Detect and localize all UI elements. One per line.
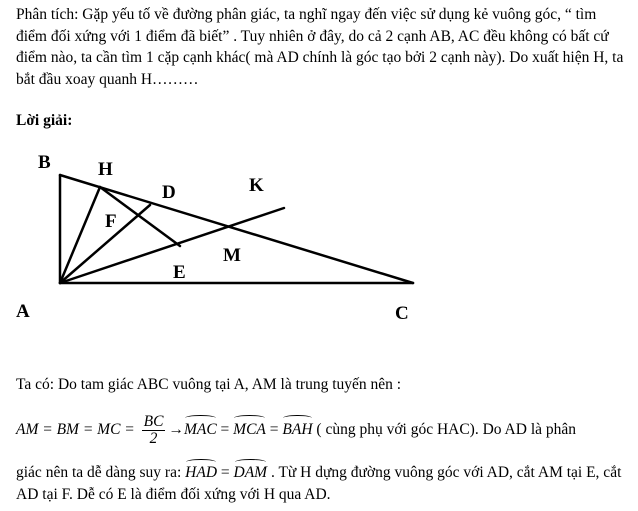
angle-HAD: HAD [185, 458, 217, 484]
label-A: A [16, 301, 30, 322]
solution-line-2 [16, 414, 628, 447]
geometry-figure [0, 140, 638, 330]
implies-arrow: → [168, 421, 184, 439]
label-F: F [105, 211, 117, 232]
label-D: D [162, 182, 176, 203]
line-3-start: giác nên ta dễ dàng suy ra: [16, 464, 186, 481]
label-H: H [98, 159, 113, 180]
label-K: K [249, 175, 264, 196]
equals-sign-1: = [220, 421, 230, 439]
angle-MCA: MCA [233, 414, 266, 442]
line-3-rest: . Từ H dựng đường vuông góc với AD, cắt AM tại E, cắt AD tại F. Dễ có E là điểm đối xứng với H qua AD. [16, 464, 622, 503]
fraction-bc-over-2 [142, 414, 166, 447]
segment-AH [60, 187, 100, 283]
equation-lhs: AM = BM = MC = [16, 421, 135, 439]
solution-line-3 [16, 458, 628, 506]
solution-line-1: Ta có: Do tam giác ABC vuông tại A, AM là trung tuyến nên : [16, 376, 402, 393]
label-C: C [395, 303, 409, 324]
fraction-numerator: BC [143, 413, 164, 430]
solution-heading: Lời giải: [16, 112, 73, 129]
angle-BAH: BAH [282, 414, 312, 442]
line-2-tail: ( cùng phụ với góc HAC). Do AD là phân [312, 421, 577, 439]
label-M: M [223, 245, 241, 266]
analysis-paragraph: Phân tích: Gặp yếu tố về đường phân giác, ta nghĩ ngay đến việc sử dụng kẻ vuông góc, “ tìm điểm đối xứng với 1 điểm đã biết” . Tuy nhiên ở đây, do cả 2 cạnh AB, AC đều không có bất cứ điểm nào, ta cần tìm 1 cặp cạnh khác( mà AD chính là góc tạo bởi 2 cạnh này). Do xuất hiện H, ta bắt đầu xoay quanh H……… [16, 6, 624, 88]
angle-DAM: DAM [234, 458, 268, 484]
equals-sign-2: = [269, 421, 279, 439]
label-B: B [38, 152, 51, 173]
fraction-denominator: 2 [149, 430, 158, 447]
equals-sign-3: = [220, 464, 230, 481]
segment-AK [60, 208, 284, 283]
angle-MAC: MAC [184, 414, 217, 442]
label-E: E [173, 262, 186, 283]
